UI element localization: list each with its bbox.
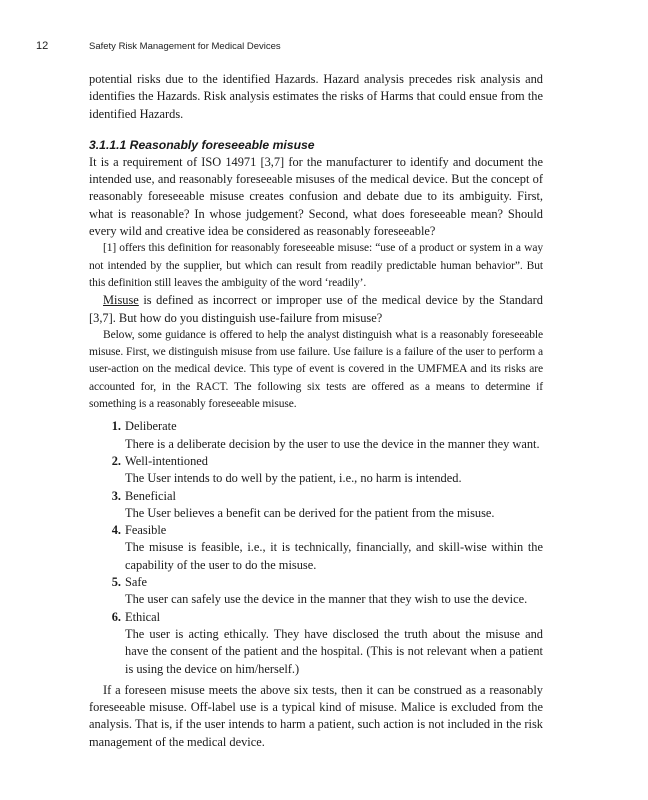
list-item — [89, 418, 543, 453]
list-item — [89, 574, 543, 609]
paragraph-guidance: Below, some guidance is offered to help the analyst distinguish what is a reasonably foreseeable misuse. First, we distinguish misuse from use failure. Use failure is a failure of the user to perform a user-action on the medical device. This type of event is covered in the UMFMEA and its risks are accounted for, in the RACT. The following six tests are offered as a means to determine if something is a reasonably foreseeable misuse. — [89, 328, 543, 411]
list-item-description: The misuse is feasible, i.e., it is technically, financially, and skill-wise within the capability of the user to do the misuse. — [125, 540, 543, 572]
intro-paragraph: potential risks due to the identified Hazards. Hazard analysis precedes risk analysis and identifies the Hazards. Risk analysis estimates the risks of Harms that could ensue from the identified Hazards. — [89, 72, 543, 121]
list-item-number: 2. — [111, 453, 121, 468]
running-header — [36, 40, 281, 52]
paragraph-requirement: It is a requirement of ISO 14971 [3,7] for the manufacturer to identify and document the intended use, and reasonably foreseeable misuses of the medical device. But the concept of reasonably foreseeable misuse creates confusion and debate due to its ambiguity. First, what is reasonable? In whose judgement? Second, what does foreseeable mean? Should every wild and creative idea be considered as reasonably foreseeable? — [89, 154, 543, 239]
list-item-title: Deliberate — [125, 419, 177, 434]
list-item-title: Feasible — [125, 523, 167, 538]
six-tests-list — [89, 418, 543, 677]
list-item-number: 6. — [111, 609, 121, 624]
list-item-description: There is a deliberate decision by the user to use the device in the manner they want. — [125, 436, 540, 451]
list-item-number: 3. — [111, 488, 121, 503]
section-heading: 3.1.1.1 Reasonably foreseeable misuse — [89, 137, 315, 152]
list-item-description: The user can safely use the device in the manner that they wish to use the device. — [125, 592, 528, 607]
list-item — [89, 522, 543, 574]
list-item — [89, 453, 543, 488]
list-item — [89, 609, 543, 678]
list-item-title: Beneficial — [125, 488, 176, 503]
list-item-number: 5. — [111, 575, 121, 590]
list-item-description: The User believes a benefit can be derived for the patient from the misuse. — [125, 505, 495, 520]
page-number: 12 — [36, 40, 49, 52]
paragraph-definition: [1] offers this definition for reasonably foreseeable misuse: “use of a product or system in a way not intended by the supplier, but which can result from readily predictable human behavior”. But this definition still leaves the ambiguity of the word ‘readily’. — [89, 242, 543, 289]
list-item-title: Safe — [125, 575, 148, 590]
list-item-description: The user is acting ethically. They have disclosed the truth about the misuse and have the consent of the patient and the hospital. (This is not relevant when a patient is using the device on him/herself.) — [125, 626, 543, 676]
paragraph-misuse — [89, 292, 543, 327]
misuse-definition: is defined as incorrect or improper use of the medical device by the Standard [3,7]. But how do you distinguish use-failure from misuse? — [89, 293, 543, 325]
closing-paragraph: If a foreseen misuse meets the above six tests, then it can be construed as a reasonably foreseeable misuse. Off-label use is a typical kind of misuse. Malice is excluded from the analysis. That is, if the user intends to harm a patient, such action is not included in the risk management of the medical device. — [89, 682, 543, 749]
misuse-term: Misuse — [103, 293, 139, 308]
list-item — [89, 488, 543, 523]
list-item-number: 4. — [111, 523, 121, 538]
list-item-number: 1. — [111, 419, 121, 434]
list-item-description: The User intends to do well by the patient, i.e., no harm is intended. — [125, 471, 462, 486]
list-item-title: Well-intentioned — [125, 453, 208, 468]
list-item-title: Ethical — [125, 609, 161, 624]
running-title: Safety Risk Management for Medical Devices — [89, 41, 281, 52]
body-text — [89, 71, 543, 751]
